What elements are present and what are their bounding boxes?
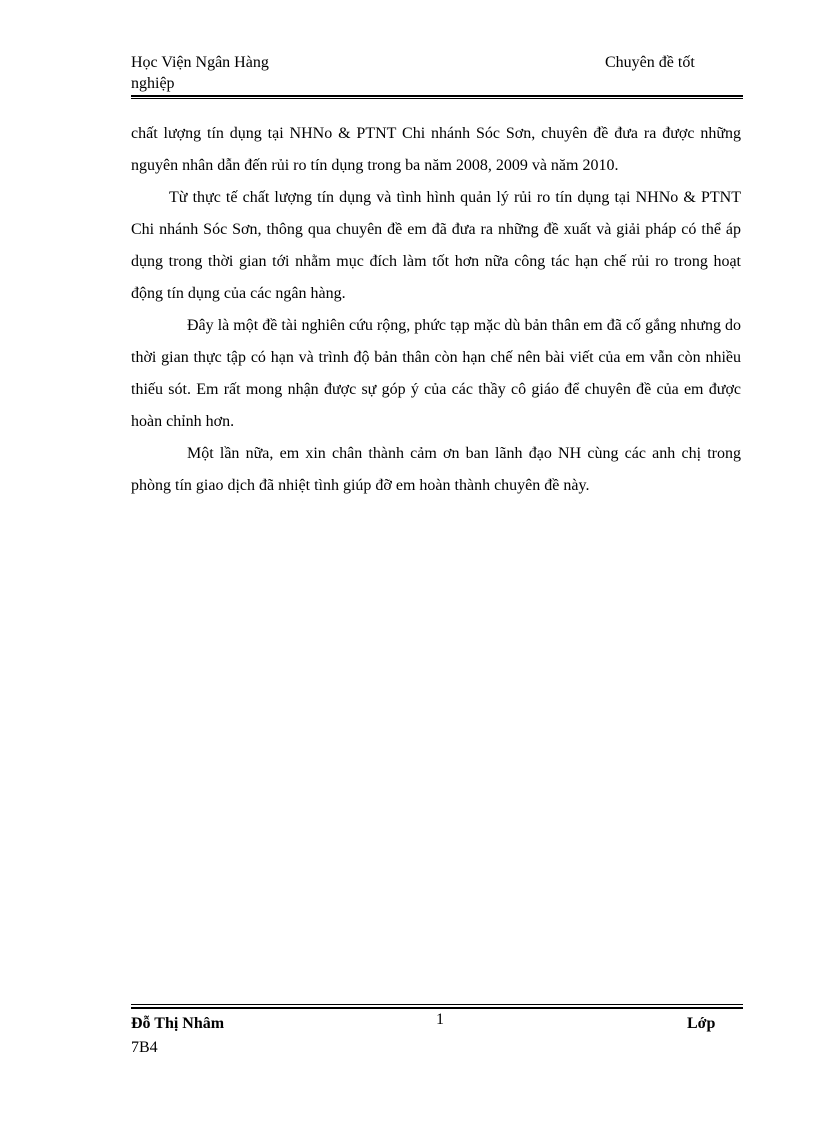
header-doc-type: Chuyên đề tốt (605, 54, 695, 71)
header-doc-type-continued: nghiệp (131, 75, 175, 92)
paragraph-2: Từ thực tế chất lượng tín dụng và tình hình quản lý rủi ro tín dụng tại NHNo & PTNT Chi nhánh Sóc Sơn, thông qua chuyên đề em đã đưa ra những đề xuất và giải pháp có thể áp dụng trong thời gian tới nhằm mục đích làm tốt hơn nữa công tác hạn chế rủi ro trong hoạt động tín dụng của các ngân hàng. (131, 189, 741, 302)
header-divider (131, 95, 743, 97)
paragraph-4: Một lần nữa, em xin chân thành cảm ơn ban lãnh đạo NH cùng các anh chị trong phòng tín giao dịch đã nhiệt tình giúp đỡ em hoàn thành chuyên đề này. (131, 445, 741, 494)
header-divider-thin (131, 98, 743, 99)
header-institution: Học Viện Ngân Hàng (131, 54, 269, 71)
footer-class-label: Lớp (687, 1015, 716, 1032)
body-text (131, 118, 741, 502)
page-footer (131, 1012, 743, 1062)
footer-page-number: 1 (436, 1011, 444, 1028)
footer-divider-thin (131, 1004, 743, 1005)
footer-author-name: Đỗ Thị Nhâm (131, 1015, 225, 1032)
paragraph-3: Đây là một đề tài nghiên cứu rộng, phức tạp mặc dù bản thân em đã cố gắng nhưng do thời gian thực tập có hạn và trình độ bản thân còn hạn chế nên bài viết của em vẫn còn nhiều thiếu sót. Em rất mong nhận được sự góp ý của các thầy cô giáo để chuyên đề của em được hoàn chỉnh hơn. (131, 317, 741, 430)
paragraph-1: chất lượng tín dụng tại NHNo & PTNT Chi nhánh Sóc Sơn, chuyên đề đưa ra được những nguyên nhân dẫn đến rủi ro tín dụng trong ba năm 2008, 2009 và năm 2010. (131, 125, 741, 174)
page-header (131, 52, 743, 96)
footer-class-value: 7B4 (131, 1039, 158, 1056)
